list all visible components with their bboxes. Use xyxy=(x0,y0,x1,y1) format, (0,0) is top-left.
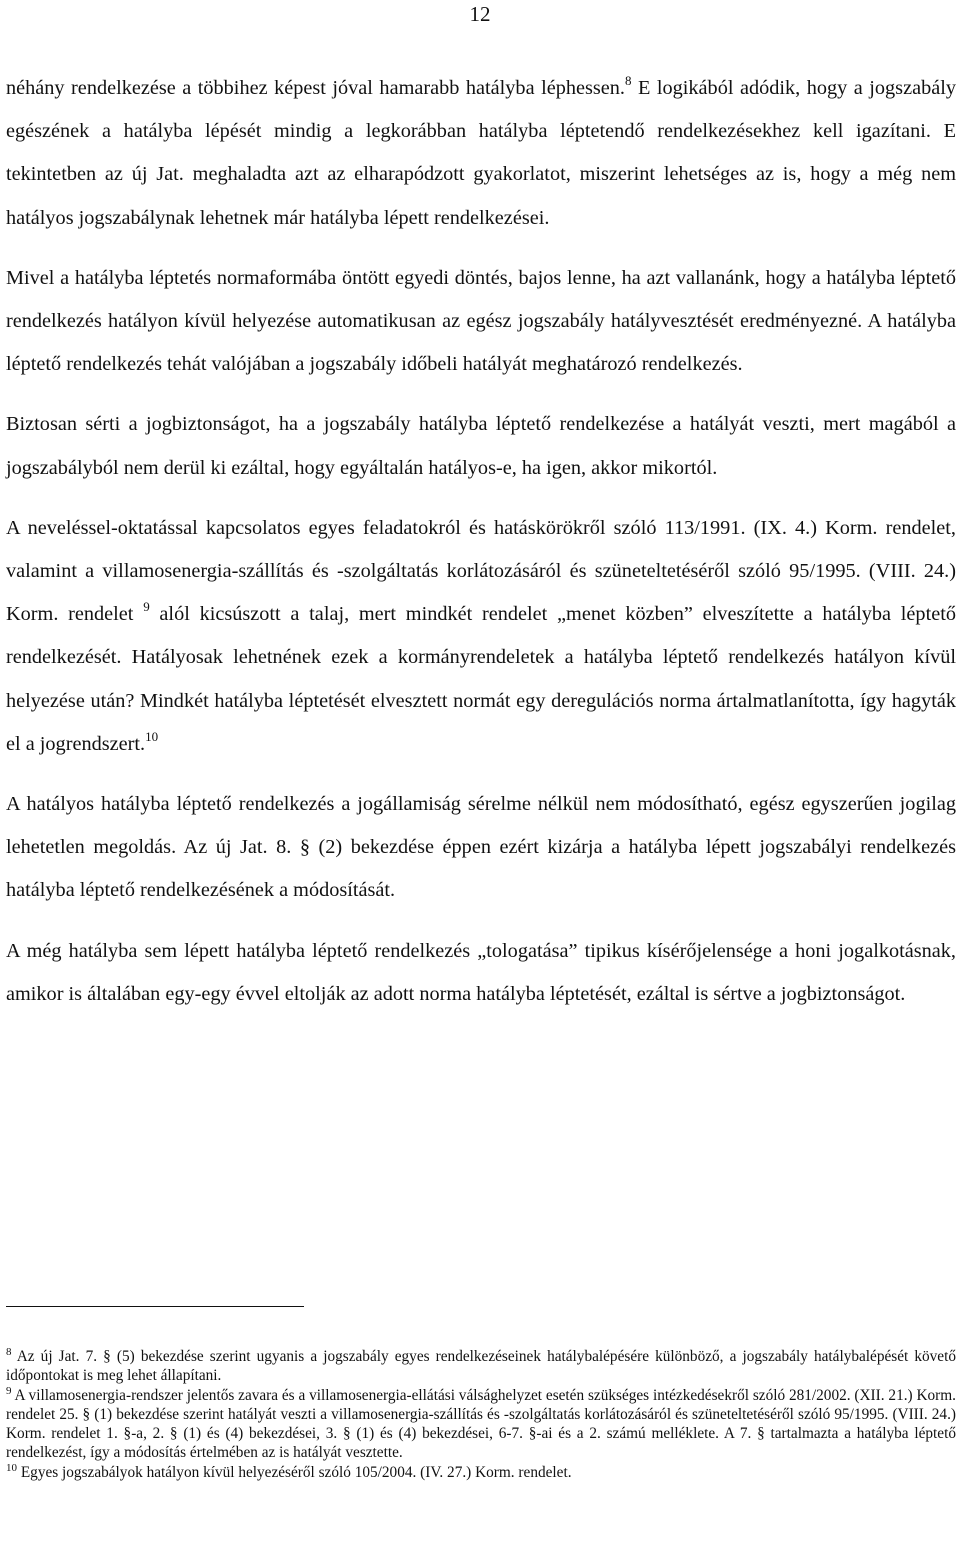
paragraph-text: néhány rendelkezése a többihez képest jóval hamarabb hatályba léphessen. xyxy=(6,77,625,99)
page-number: 12 xyxy=(469,2,491,26)
paragraph-text: A hatályos hatályba léptető rendelkezés a jogállamiság sérelme nélkül nem módosítható, egész egyszerűen jogilag lehetetlen megoldás. Az új Jat. 8. § (2) bekezdése éppen ezért kizárja a hatályba lépett jogszabályi rendelkezés hatályba léptető rendelkezésének a módosítását. xyxy=(6,793,956,902)
footnotes xyxy=(6,1347,956,1482)
paragraph-text: A neveléssel-oktatással kapcsolatos egyes feladatokról és hatáskörökről szóló 113/1991. (IX. 4.) Korm. rendelet, valamint a villamosenergia-szállítás és -szolgáltatás korlátozásáról és szüneteltetéséről szóló 95/1995. (VIII. 24.) Korm. rendelet xyxy=(6,516,956,626)
paragraph-text: A még hatályba sem lépett hatályba léptető rendelkezés „tologatása” tipikus kísérőjelensége a honi jogalkotásnak, amikor is általában egy-egy évvel eltolják az adott norma hatályba léptetését, ezáltal is sértve a jogbiztonságot. xyxy=(6,939,956,1005)
footnote-text: Az új Jat. 7. § (5) bekezdése szerint ugyanis a jogszabály egyes rendelkezéseinek hatálybalépésére különböző, a jogszabály hatálybalépését követő időpontokat is meg lehet állapítani. xyxy=(6,1348,956,1385)
paragraph-text: Biztosan sérti a jogbiztonságot, ha a jogszabály hatályba léptető rendelkezése a hatályát veszti, mert magából a jogszabályból nem derül ki ezáltal, hogy egyáltalán hatályos-e, ha igen, akkor mikortól. xyxy=(6,413,956,479)
body-text xyxy=(6,67,956,1016)
footnote-text: Egyes jogszabályok hatályon kívül helyezéséről szóló 105/2004. (IV. 27.) Korm. rendelet. xyxy=(17,1463,572,1481)
footnote xyxy=(6,1386,956,1463)
footnote-text: A villamosenergia-rendszer jelentős zavara és a villamosenergia-ellátási válsághelyzet esetén szükséges intézkedésekről szóló 281/2002. (XII. 21.) Korm. rendelet 25. § (1) bekezdése szerint hatályát veszti a villamosenergia-szállítás és -szolgáltatás korlátozásáról és szüneteltetéséről szóló 95/1995. (VIII. 24.) Korm. rendelet 1. §-a, 2. § (1) és (4) bekezdései, 3. § (1) és (4) bekezdései, 6-7. §-ai és a 2. számú melléklete. A 7. § tartalmazta a hatályba léptető rendelkezést, így a módosítás értelmében az is hatályát vesztette. xyxy=(6,1386,956,1462)
footnote-ref[interactable]: 10 xyxy=(145,728,159,744)
paragraph xyxy=(6,507,956,766)
footnote xyxy=(6,1347,956,1386)
paragraph xyxy=(6,257,956,387)
paragraph xyxy=(6,67,956,240)
paragraph xyxy=(6,930,956,1016)
paragraph-text: E logikából adódik, hogy a jogszabály egészének a hatályba lépését mindig a legkorábban hatályba léptetendő rendelkezésekhez kell igazítani. E tekintetben az új Jat. meghaladta azt az elharapódzott gyakorlatot, miszerint lehetséges az is, hogy a még nem hatályos jogszabálynak lehetnek már hatályba lépett rendelkezései. xyxy=(6,77,956,229)
paragraph-text: Mivel a hatályba léptetés normaformába öntött egyedi döntés, bajos lenne, ha azt vallanánk, hogy a hatályba léptető rendelkezés hatályon kívül helyezése automatikusan az egész jogszabály hatályvesztését eredményezné. A hatályba léptető rendelkezés tehát valójában a jogszabály időbeli hatályát meghatározó rendelkezés. xyxy=(6,266,956,376)
paragraph xyxy=(6,783,956,913)
footnote xyxy=(6,1463,956,1482)
footnote-ref[interactable]: 8 xyxy=(624,73,632,88)
footnote-ref[interactable]: 9 xyxy=(143,599,150,615)
footnote-number: 10 xyxy=(6,1461,17,1474)
footnote-number: 8 xyxy=(6,1346,12,1358)
footnote-number: 9 xyxy=(6,1384,12,1397)
paragraph-text: alól kicsúszott a talaj, mert mindkét rendelet „menet közben” elveszítette a hatályba léptető rendelkezését. Hatályosak lehetnének ezek a kormányrendeletek a hatályba léptető rendelkezés hatályon kívül helyezése után? Mindkét hatályba léptetését elvesztett normát egy deregulációs norma ártalmatlanította, így hagyták el a jogrendszert. xyxy=(6,603,956,755)
paragraph xyxy=(6,403,956,489)
footnote-divider xyxy=(6,1306,304,1307)
